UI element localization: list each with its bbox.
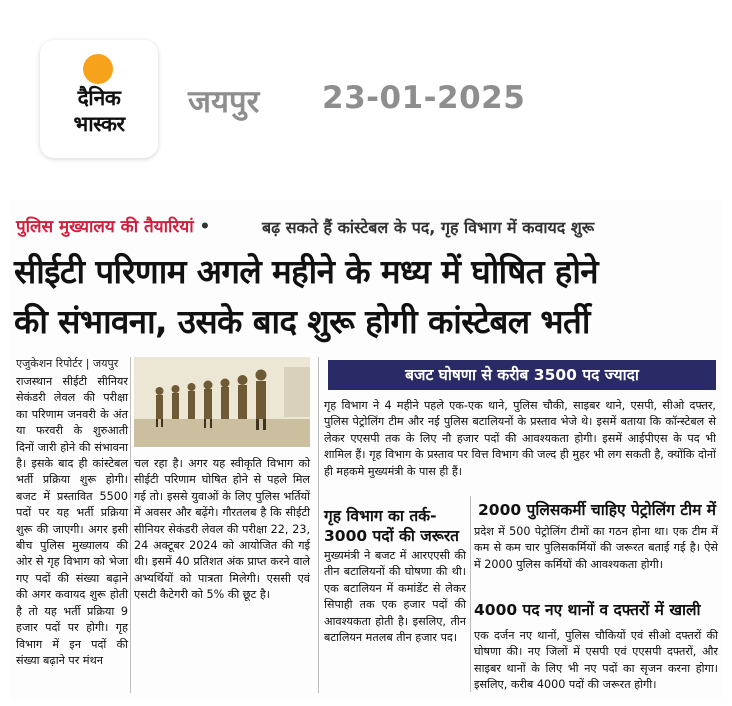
box-paragraph-text: गृह विभाग ने 4 महीने पहले एक-एक थाने, पुलिस चौकी, साइबर थाने, एसपी, सीओ दफ्तर, पुलिस पेट्रोलिंग टीम और नई पुलिस बटालियनों के प्रस्ताव भेजे थे। इसमें बताया कि कॉन्स्टेबल से लेकर एएसपी तक के लिए नौ हजार पदों की आवश्यकता होगी। इसमें आईपीएस के पद भी शामिल हैं। गृह विभाग के प्रस्ताव पर वित्त विभाग की जल्द ही मुहर भी लग सकती है, क्योंकि दोनों ही महकमे मुख्यमंत्री के पास ही हैं। <box>324 399 716 478</box>
box-paragraph <box>324 398 716 480</box>
subsection-2-text: प्रदेश में 500 पेट्रोलिंग टीमों का गठन होना था। एक टीम में कम से कम चार पुलिसकर्मियों की जरूरत बताई गई है। ऐसे में 2000 पुलिस कर्मियों की आवश्यकता होगी। <box>474 525 718 571</box>
section-heading-bar: बजट घोषणा से करीब 3500 पद ज्यादा <box>328 360 716 390</box>
kicker-text: पुलिस मुख्यालय की तैयारियां <box>16 217 194 237</box>
date-label: 23-01-2025 <box>322 80 526 116</box>
police-parade-illustration <box>134 357 310 447</box>
headline-line1: सीईटी परिणाम अगले महीने के मध्य में घोषित होने <box>14 252 598 291</box>
subsection-3-body <box>474 628 718 694</box>
subsection-1-title: गृह विभाग का तर्क- 3000 पदों की जरूरत <box>324 507 460 545</box>
kicker-bullet: • <box>199 217 211 237</box>
subkicker: बढ़ सकते हैं कांस्टेबल के पद, गृह विभाग में कवायद शुरू <box>262 218 595 237</box>
article-column-1 <box>16 374 128 669</box>
sun-icon <box>83 54 113 84</box>
column-divider <box>130 357 131 693</box>
subsection-1-text: मुख्यमंत्री ने बजट में आरएएसी की तीन बटालियनों की घोषणा की थी। एक बटालियन में कमांडेंट से लेकर सिपाही तक एक हजार पदों की आवश्यकता होती है। इसलिए, तीन बटालियन मतलब तीन हजार पद। <box>324 549 466 645</box>
column-divider <box>318 357 319 693</box>
subsection-3-title: 4000 पद नए थानों व दफ्तरों में खाली <box>474 601 701 619</box>
subsection-2-body <box>474 524 718 573</box>
byline: एजुकेशन रिपोर्टर | जयपुर <box>16 357 119 370</box>
city-label: जयपुर <box>188 84 260 120</box>
article-column-2 <box>134 456 310 604</box>
column-1-text: राजस्थान सीईटी सीनियर सेकंडरी लेवल की परीक्षा का परिणाम जनवरी के अंत या फरवरी के शुरुआती दिनों जारी होने की संभावना है। इसके बाद ही कांस्टेबल भर्ती प्रक्रिया शुरू होगी। बजट में प्रस्तावित 5500 पदों पर यह भर्ती प्रक्रिया शुरू की जाएगी। अगर इसी बीच पुलिस मुख्यालय की ओर से गृह विभाग को भेजा गए पदों की संख्या बढ़ाने की अगर कवायद शुरू होती है तो यह भर्ती प्रक्रिया 9 हजार पदों पर होगी। गृह विभाग में इन पदों की संख्या बढ़ाने पर मंथन <box>16 375 128 667</box>
column-2-text: चल रहा है। अगर यह स्वीकृति विभाग को सीईटी परिणाम घोषित होने से पहले मिल गई तो। इससे युवाओं के लिए पुलिस भर्तियों में अवसर और बढ़ेंगे। गौरतलब है कि सीईटी सीनियर सेकंडरी लेवल की परीक्षा 22, 23, 24 अक्टूबर 2024 को आयोजित की गई थी। इसमें 40 प्रतिशत अंक प्राप्त करने वाले अभ्यर्थियों को पात्रता मिलेगी। एससी एवं एसटी कैटेगरी को 5% की छूट है। <box>134 457 310 602</box>
logo-text-line2: भास्कर <box>73 112 125 136</box>
subsection-1-body <box>324 548 466 646</box>
subsection-3-text: एक दर्जन नए थानों, पुलिस चौकियों एवं सीओ दफ्तरों की घोषणा की। नए जिलों में एसपी एवं एएसपी दफ्तरों, और साइबर थानों के लिए भी नए पदों का सृजन करना होगा। इसलिए, करीब 4000 पदों की जरूरत होगी। <box>474 629 718 692</box>
headline-line2: की संभावना, उसके बाद शुरू होगी कांस्टेबल भर्ती <box>14 302 590 341</box>
police-parade-photo <box>134 357 310 447</box>
logo-text-line1: दैनिक <box>77 86 121 110</box>
dainik-bhaskar-logo <box>40 40 158 158</box>
subsection-2-title: 2000 पुलिसकर्मी चाहिए पेट्रोलिंग टीम में <box>478 501 717 519</box>
kicker <box>16 214 210 237</box>
column-divider <box>470 496 471 692</box>
